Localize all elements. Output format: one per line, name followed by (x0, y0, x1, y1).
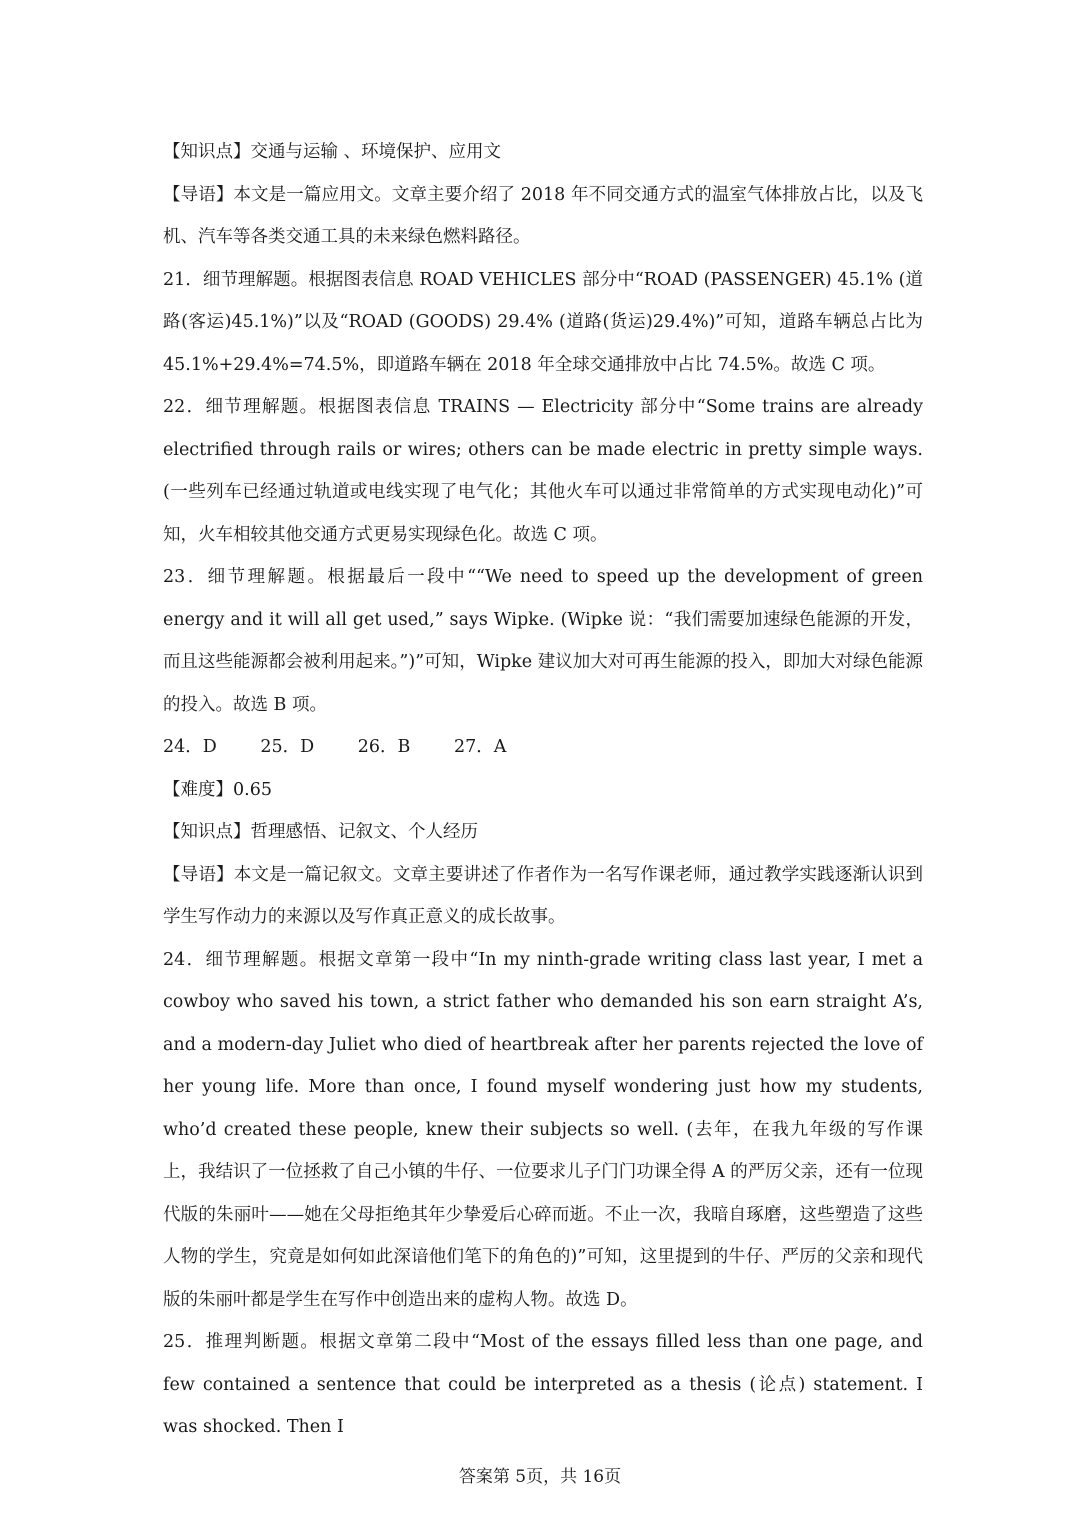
answer-26-key: 26．B (357, 737, 411, 757)
answer-key-row (163, 726, 923, 769)
intro-1: 【导语】本文是一篇应用文。文章主要介绍了 2018 年不同交通方式的温室气体排放占比，以及飞机、汽车等各类交通工具的未来绿色燃料路径。 (163, 184, 923, 247)
answer-25: 25．推理判断题。根据文章第二段中“Most of the essays filled less than one page, and few contained a sentence that could be interpreted as a thesis (论点) statement. I was shocked. Then I (163, 1332, 923, 1437)
answer-21: 21．细节理解题。根据图表信息 ROAD VEHICLES 部分中“ROAD (PASSENGER) 45.1% (道路(客运)45.1%)”以及“ROAD (GOODS) 29.4% (道路(货运)29.4%)”可知，道路车辆总占比为45.1%+29.4%=74.5%，即道路车辆在 2018 年全球交通排放中占比 74.5%。故选 C 项。 (163, 269, 923, 375)
answer-27-key: 27．A (454, 737, 507, 757)
page-content (163, 131, 923, 1449)
knowledge-points-1: 【知识点】交通与运输 、环境保护、应用文 (163, 142, 502, 162)
answer-23: 23．细节理解题。根据最后一段中““We need to speed up the development of green energy and it will all get used,” says Wipke. (Wipke 说：“我们需要加速绿色能源的开发，而且这些能源都会被利用起来。”)”可知，Wipke 建议加大对可再生能源的投入，即加大对绿色能源的投入。故选 B 项。 (163, 567, 923, 715)
intro-2: 【导语】本文是一篇记叙文。文章主要讲述了作者作为一名写作课老师，通过教学实践逐渐认识到学生写作动力的来源以及写作真正意义的成长故事。 (163, 864, 923, 927)
page-footer: 答案第 5页，共 16页 (458, 1467, 622, 1487)
answer-25-key: 25．D (260, 737, 315, 757)
answer-24: 24．细节理解题。根据文章第一段中“In my ninth-grade writing class last year, I met a cowboy who saved his town, a strict father who demanded his son earn straight A’s, and a modern-day Juliet who died of heartbreak after her parents rejected the love of her young life. More than once, I found myself wondering just how my students, who’d created these people, knew their subjects so well. (去年，在我九年级的写作课上，我结识了一位拯救了自己小镇的牛仔、一位要求儿子门门功课全得 A 的严厉父亲，还有一位现代版的朱丽叶——她在父母拒绝其年少挚爱后心碎而逝。不止一次，我暗自琢磨，这些塑造了这些人物的学生，究竟是如何如此深谙他们笔下的角色的)”可知，这里提到的牛仔、严厉的父亲和现代版的朱丽叶都是学生在写作中创造出来的虚构人物。故选 D。 (163, 949, 923, 1310)
knowledge-points-2: 【知识点】哲理感悟、记叙文、个人经历 (163, 822, 478, 842)
difficulty: 【难度】0.65 (163, 779, 272, 800)
answer-22: 22．细节理解题。根据图表信息 TRAINS — Electricity 部分中“Some trains are already electrified through rails or wires; others can be made electric in pretty simple ways. (一些列车已经通过轨道或电线实现了电气化；其他火车可以通过非常简单的方式实现电动化)”可知，火车相较其他交通方式更易实现绿色化。故选 C 项。 (163, 397, 923, 545)
answer-24-key: 24．D (163, 737, 217, 757)
